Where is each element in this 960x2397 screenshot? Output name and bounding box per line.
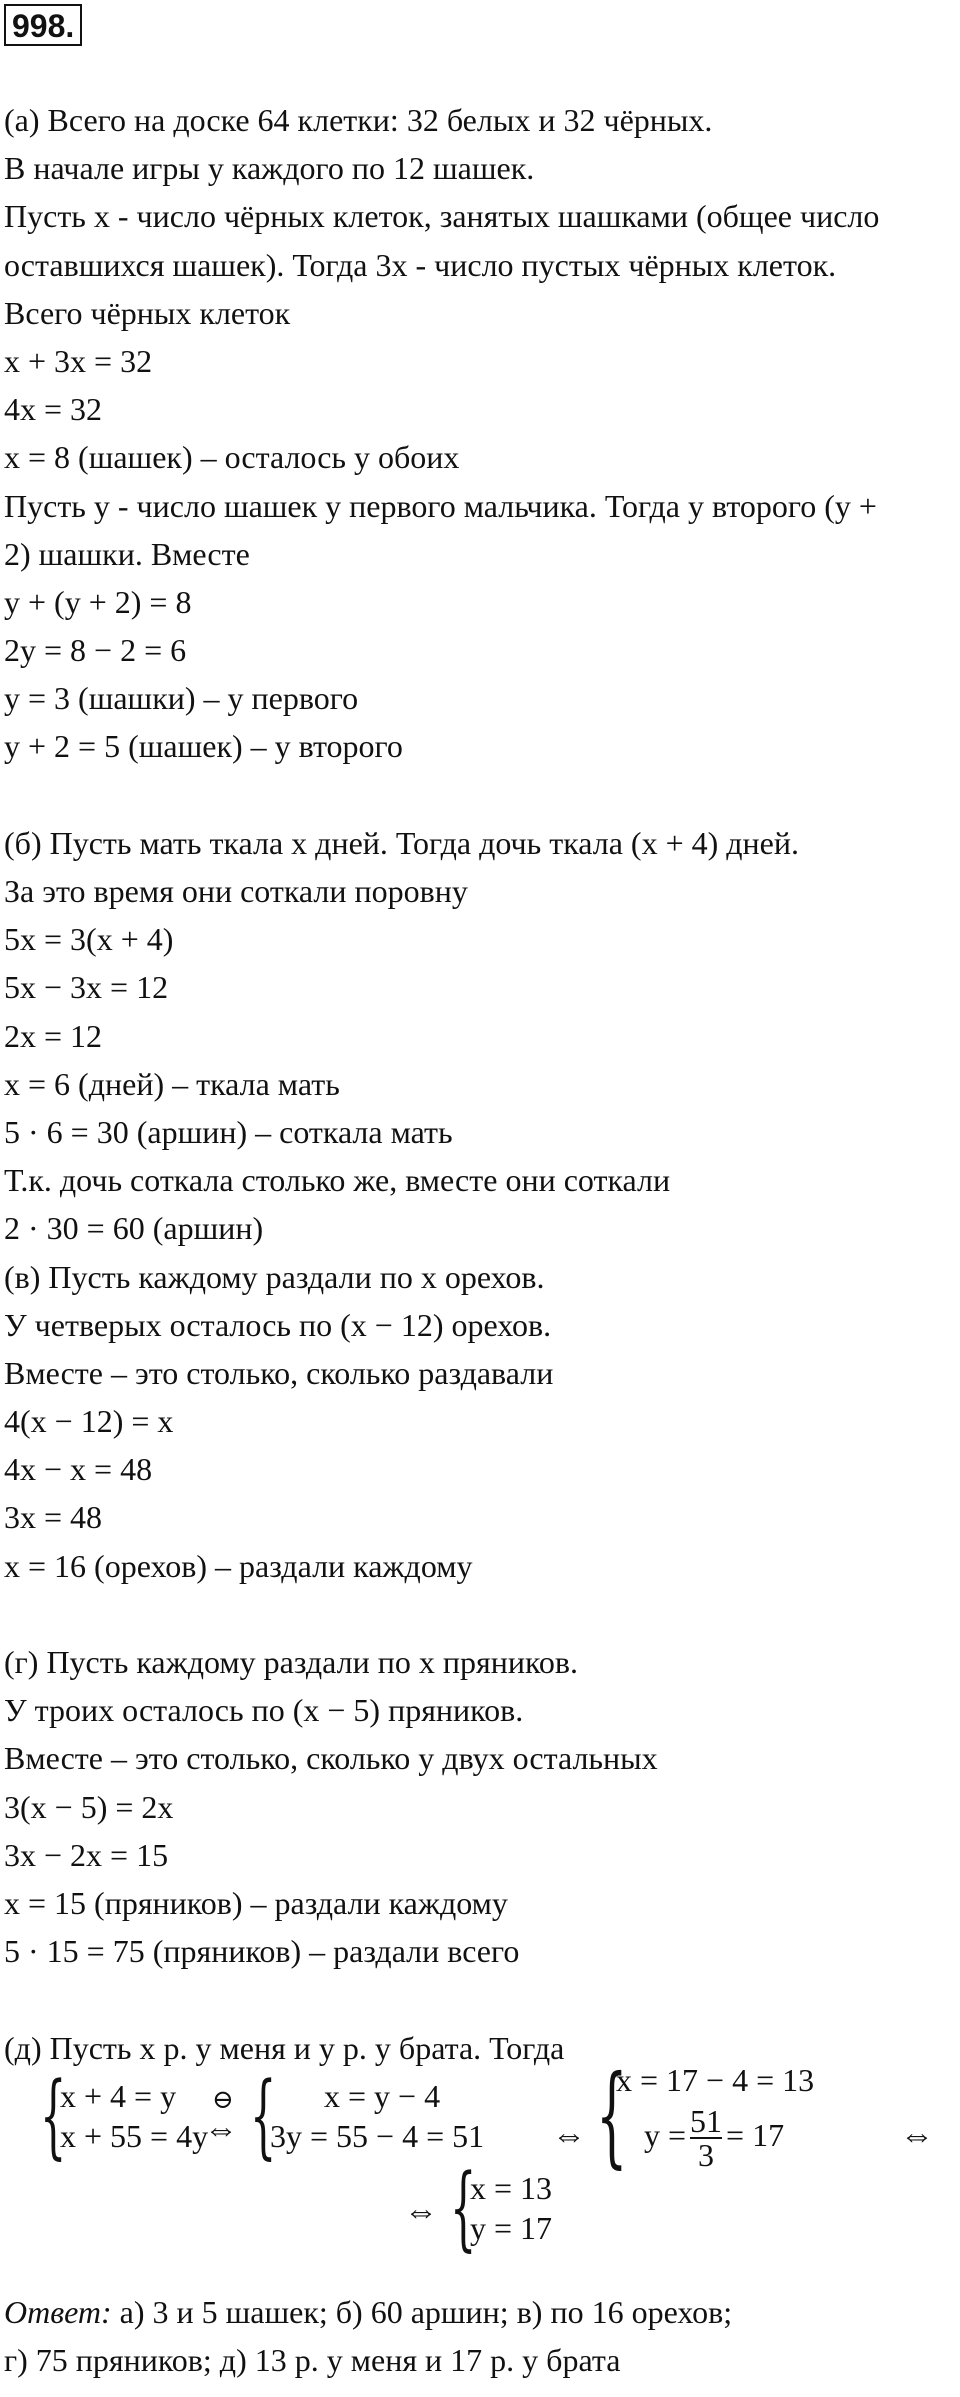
solution-line: В начале игры у каждого по 12 шашек. — [4, 150, 535, 187]
system-3: { x = 17 − 4 = 13 y = $\frac{51}{3}$ = 17 — [596, 2050, 815, 2179]
iff-symbol-4: ⇔ — [404, 2192, 438, 2230]
solution-line: 5x = 3(x + 4) — [4, 921, 174, 958]
solution-line: y + 2 = 5 (шашек) – у второго — [4, 728, 403, 765]
answer-line-1: Ответ: а) 3 и 5 шашек; б) 60 аршин; в) по 16 орехов; — [4, 2293, 733, 2330]
solution-line: y + (y + 2) = 8 — [4, 583, 192, 620]
part-b — [4, 819, 954, 1253]
part-g — [4, 1638, 954, 1975]
part-v — [4, 1253, 954, 1590]
part-a — [4, 96, 954, 771]
system-3-line-2: y = $\frac{51}{3}$ = 17 — [644, 2103, 785, 2174]
solution-line: (в) Пусть каждому раздали по x орехов. — [4, 1258, 545, 1295]
iff-symbol-1: ⇔ — [204, 2110, 238, 2148]
solution-line: 4(x − 12) = x — [4, 1403, 174, 1440]
solution-line: оставшихся шашек). Тогда 3x - число пустых чёрных клеток. — [4, 246, 837, 283]
solution-line: У четверых осталось по (x − 12) орехов. — [4, 1306, 552, 1343]
solution-line: Вместе – это столько, сколько у двух остальных — [4, 1740, 658, 1777]
solution-line: 3x = 48 — [4, 1499, 103, 1536]
system-2-line-1: x = y − 4 — [324, 2077, 441, 2114]
system-1-line-2: x + 55 = 4y — [60, 2117, 209, 2154]
iff-symbol-3: ⇔ — [900, 2116, 934, 2154]
solution-line: x = 8 (шашек) – осталось у обоих — [4, 439, 460, 476]
solution-line: 4x = 32 — [4, 391, 103, 428]
solution-line: 5x − 3x = 12 — [4, 969, 169, 1006]
answer-line-2: г) 75 пряников; д) 13 р. у меня и 17 р. у брата — [4, 2341, 621, 2378]
solution-line: 3(x − 5) = 2x — [4, 1788, 174, 1825]
solution-line: 5 · 6 = 30 (аршин) – соткала мать — [4, 1113, 453, 1150]
problem-number: 998. — [4, 4, 82, 46]
solution-line: 2 · 30 = 60 (аршин) — [4, 1210, 264, 1247]
system-2: { x = y − 4 3y = 55 − 4 = 51 — [250, 2061, 485, 2169]
solution-line: x = 16 (орехов) – раздали каждому — [4, 1547, 473, 1584]
solution-line: У троих осталось по (x − 5) пряников. — [4, 1692, 524, 1729]
system-4: { x = 13 y = 17 — [450, 2153, 553, 2261]
solution-line: 2) шашки. Вместе — [4, 535, 250, 572]
system-4-line-2: y = 17 — [470, 2209, 553, 2246]
system-1-line-1: x + 4 = y — [60, 2077, 177, 2114]
iff-symbol-2: ⇔ — [552, 2116, 586, 2154]
system-1: { x + 4 = y x + 55 = 4y — [40, 2061, 209, 2169]
solution-line: Пусть x - число чёрных клеток, занятых шашками (общее число — [4, 198, 880, 235]
solution-line: 2x = 12 — [4, 1017, 103, 1054]
solution-line: y = 3 (шашки) – у первого — [4, 680, 359, 717]
solution-line: x + 3x = 32 — [4, 342, 153, 379]
equation-systems — [4, 2050, 954, 2261]
solution-line: Пусть y - число шашек у первого мальчика. Тогда у второго (y + — [4, 487, 877, 524]
answer-label: Ответ: — [4, 2293, 112, 2330]
solution-content — [4, 96, 954, 2384]
solution-line: Т.к. дочь соткала столько же, вместе они соткали — [4, 1162, 671, 1199]
solution-line: За это время они соткали поровну — [4, 873, 468, 909]
solution-line: (а) Всего на доске 64 клетки: 32 белых и 32 чёрных. — [4, 102, 713, 138]
system-2-line-2: 3y = 55 − 4 = 51 — [270, 2117, 485, 2154]
part-d-intro: (д) Пусть x р. у меня и y р. у брата. Тогда — [4, 2029, 565, 2066]
solution-line: (б) Пусть мать ткала x дней. Тогда дочь ткала (x + 4) дней. — [4, 824, 799, 861]
solution-line: Всего чёрных клеток — [4, 294, 291, 331]
solution-line: 3x − 2x = 15 — [4, 1836, 169, 1873]
fraction: $\frac{51}{3}$ — [690, 2103, 723, 2174]
solution-line: x = 6 (дней) – ткала мать — [4, 1065, 340, 1102]
solution-line: 2y = 8 − 2 = 6 — [4, 632, 187, 669]
system-3-line-1: x = 17 − 4 = 13 — [616, 2061, 815, 2098]
minus-symbol: ⊖ — [212, 2084, 234, 2114]
solution-line: Вместе – это столько, сколько раздавали — [4, 1354, 554, 1391]
solution-line: 4x − x = 48 — [4, 1451, 153, 1488]
solution-line: (г) Пусть каждому раздали по x пряников. — [4, 1644, 578, 1680]
system-4-line-1: x = 13 — [470, 2169, 553, 2206]
solution-line: 5 · 15 = 75 (пряников) – раздали всего — [4, 1933, 520, 1970]
solution-line: x = 15 (пряников) – раздали каждому — [4, 1884, 508, 1921]
